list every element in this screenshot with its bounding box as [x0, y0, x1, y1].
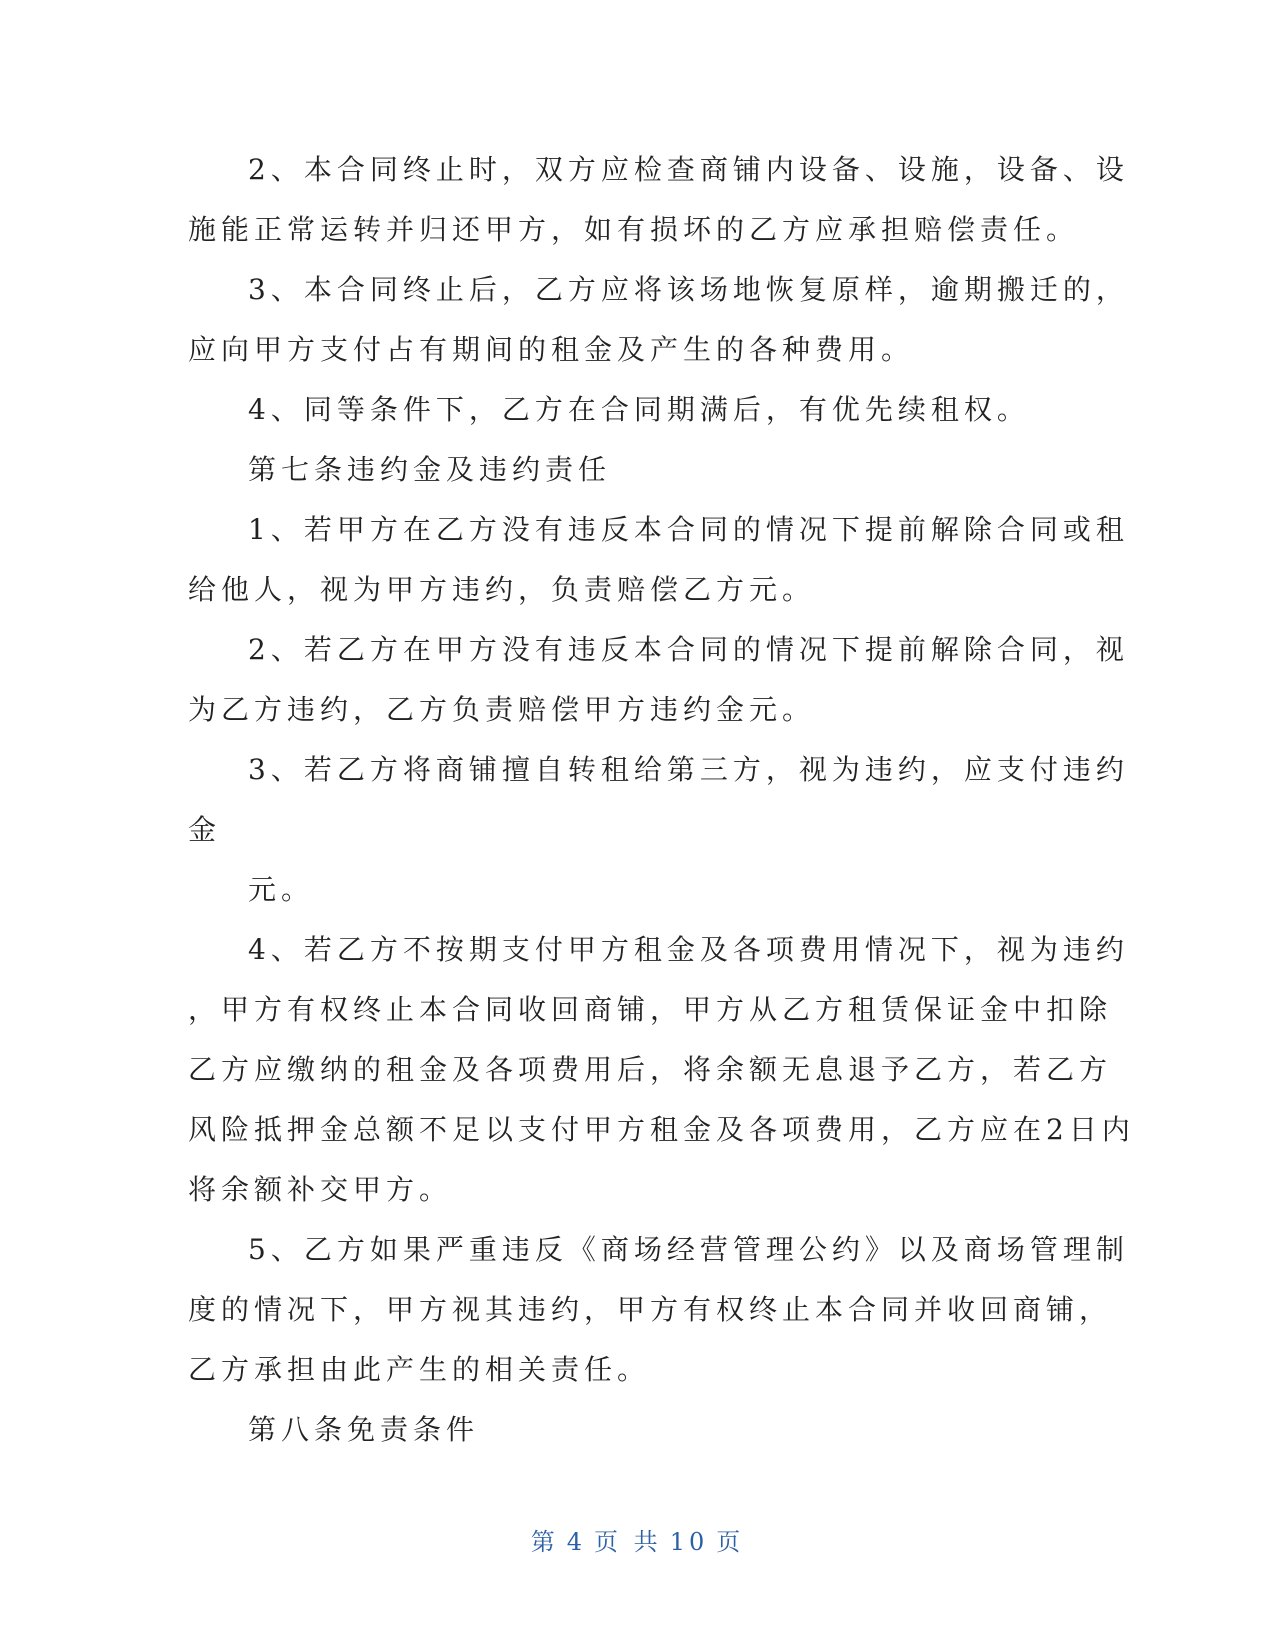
paragraph-line: ，甲方有权终止本合同收回商铺，甲方从乙方租赁保证金中扣除 [188, 993, 1113, 1026]
paragraph-line: 金 [188, 813, 222, 846]
paragraph-line: 2、本合同终止时，双方应检查商铺内设备、设施，设备、设 [248, 153, 1129, 186]
footer-current-page: 4 [566, 1528, 587, 1556]
section-heading: 第八条免责条件 [248, 1413, 480, 1446]
paragraph-line: 风险抵押金总额不足以支付甲方租金及各项费用，乙方应在2日内 [188, 1113, 1135, 1146]
page-footer [0, 1522, 1275, 1557]
paragraph-line: 乙方承担由此产生的相关责任。 [188, 1353, 651, 1386]
paragraph-line: 1、若甲方在乙方没有违反本合同的情况下提前解除合同或租 [248, 513, 1129, 546]
paragraph-line: 乙方应缴纳的租金及各项费用后，将余额无息退予乙方，若乙方 [188, 1053, 1113, 1086]
paragraph-line: 为乙方违约，乙方负责赔偿甲方违约金元。 [188, 693, 816, 726]
paragraph-line: 元。 [248, 873, 315, 906]
paragraph-line: 4、若乙方不按期支付甲方租金及各项费用情况下，视为违约 [248, 933, 1129, 966]
paragraph-line: 5、乙方如果严重违反《商场经营管理公约》以及商场管理制 [248, 1233, 1129, 1266]
paragraph-line: 3、本合同终止后，乙方应将该场地恢复原样，逾期搬迁的， [248, 273, 1129, 306]
section-heading: 第七条违约金及违约责任 [248, 453, 612, 486]
footer-prefix: 第 [530, 1528, 559, 1556]
paragraph-line: 4、同等条件下，乙方在合同期满后，有优先续租权。 [248, 393, 1030, 426]
paragraph-line: 将余额补交甲方。 [188, 1173, 453, 1206]
paragraph-line: 给他人，视为甲方违约，负责赔偿乙方元。 [188, 573, 816, 606]
paragraph-line: 应向甲方支付占有期间的租金及产生的各种费用。 [188, 333, 915, 366]
document-body [188, 140, 1135, 1460]
paragraph-line: 施能正常运转并归还甲方，如有损坏的乙方应承担赔偿责任。 [188, 213, 1080, 246]
footer-middle: 页 共 [594, 1528, 662, 1556]
footer-total-pages: 10 [669, 1528, 709, 1556]
paragraph-line: 2、若乙方在甲方没有违反本合同的情况下提前解除合同，视 [248, 633, 1129, 666]
paragraph-line: 3、若乙方将商铺擅自转租给第三方，视为违约，应支付违约 [248, 753, 1129, 786]
paragraph-line: 度的情况下，甲方视其违约，甲方有权终止本合同并收回商铺， [188, 1293, 1113, 1326]
footer-suffix: 页 [716, 1528, 745, 1556]
